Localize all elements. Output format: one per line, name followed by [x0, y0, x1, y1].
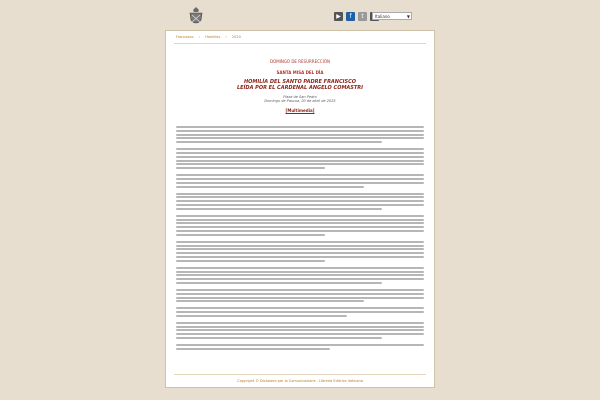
text-line — [176, 200, 424, 202]
text-line — [176, 297, 424, 299]
chevron-down-icon: ▼ — [406, 14, 410, 19]
text-line — [176, 208, 382, 210]
breadcrumb-separator: › — [198, 35, 201, 39]
paragraph — [176, 215, 424, 236]
text-line — [176, 322, 424, 324]
homily-text — [176, 126, 424, 355]
text-line — [176, 182, 424, 184]
text-line — [176, 248, 424, 250]
homily-subtitle: LEÍDA POR EL CARDENAL ANGELO COMASTRI — [236, 85, 364, 91]
text-line — [176, 204, 424, 206]
text-line — [176, 274, 424, 276]
text-line — [176, 156, 424, 158]
text-line — [176, 293, 424, 295]
text-line — [176, 267, 424, 269]
date: Domingo de Pascua, 20 de abril de 2025 — [264, 99, 336, 103]
copyright: Copyright © Dicastero per la Comunicazione - Libreria Editrice Vaticana — [237, 379, 363, 383]
breadcrumb-separator: › — [225, 35, 227, 39]
facebook-icon[interactable]: f — [346, 12, 355, 21]
text-line — [176, 348, 330, 350]
paragraph — [176, 174, 424, 187]
youtube-icon[interactable]: ▶ — [334, 12, 343, 21]
text-line — [176, 196, 424, 198]
text-line — [176, 260, 325, 262]
text-line — [176, 337, 382, 339]
text-line — [176, 186, 364, 188]
twitter-icon[interactable]: t — [358, 12, 367, 21]
text-line — [176, 130, 424, 132]
paragraph — [176, 148, 424, 169]
paragraph — [176, 193, 424, 210]
text-line — [176, 193, 424, 195]
text-line — [176, 329, 424, 331]
paragraph — [176, 126, 424, 143]
text-line — [176, 137, 424, 139]
paragraph — [176, 344, 424, 350]
breadcrumb-item-year[interactable]: 2020 — [231, 35, 241, 39]
divider — [174, 43, 426, 44]
text-line — [176, 256, 424, 258]
breadcrumb-item-homilies[interactable]: Homilies — [205, 35, 221, 39]
text-line — [176, 141, 382, 143]
text-line — [176, 215, 424, 217]
text-line — [176, 174, 424, 176]
text-line — [176, 271, 424, 273]
text-line — [176, 134, 424, 136]
vatican-coat-of-arms-icon[interactable] — [186, 6, 206, 28]
breadcrumb — [176, 35, 245, 39]
mass-title: SANTA MISA DEL DÍA — [276, 70, 324, 75]
text-line — [176, 300, 364, 302]
text-line — [176, 219, 424, 221]
text-line — [176, 326, 424, 328]
text-line — [176, 307, 424, 309]
paragraph — [176, 322, 424, 339]
text-line — [176, 126, 424, 128]
text-line — [176, 148, 424, 150]
text-line — [176, 344, 424, 346]
text-line — [176, 178, 424, 180]
text-line — [176, 245, 424, 247]
event-title: DOMINGO DE RESURRECCIÓN — [269, 59, 330, 64]
breadcrumb-item-francesco[interactable]: Francesco — [176, 35, 194, 39]
text-line — [176, 289, 424, 291]
text-line — [176, 252, 424, 254]
text-line — [176, 282, 382, 284]
text-line — [176, 278, 424, 280]
text-line — [176, 315, 347, 317]
divider — [174, 374, 426, 375]
paragraph — [176, 241, 424, 262]
paragraph — [176, 289, 424, 302]
document-header — [166, 59, 434, 113]
text-line — [176, 311, 424, 313]
language-select[interactable] — [372, 12, 412, 20]
text-line — [176, 163, 424, 165]
paragraph — [176, 307, 424, 317]
language-select-value: Italiano — [375, 14, 390, 19]
text-line — [176, 152, 424, 154]
paragraph — [176, 267, 424, 284]
document-page — [165, 30, 435, 388]
text-line — [176, 333, 424, 335]
place: Plaza de San Pedro — [283, 95, 317, 99]
text-line — [176, 241, 424, 243]
text-line — [176, 226, 424, 228]
multimedia-link[interactable]: [Multimedia] — [285, 108, 315, 113]
text-line — [176, 230, 424, 232]
text-line — [176, 160, 424, 162]
text-line — [176, 222, 424, 224]
text-line — [176, 167, 325, 169]
homily-title: HOMILÍA DEL SANTO PADRE FRANCISCO — [243, 79, 357, 85]
text-line — [176, 234, 325, 236]
